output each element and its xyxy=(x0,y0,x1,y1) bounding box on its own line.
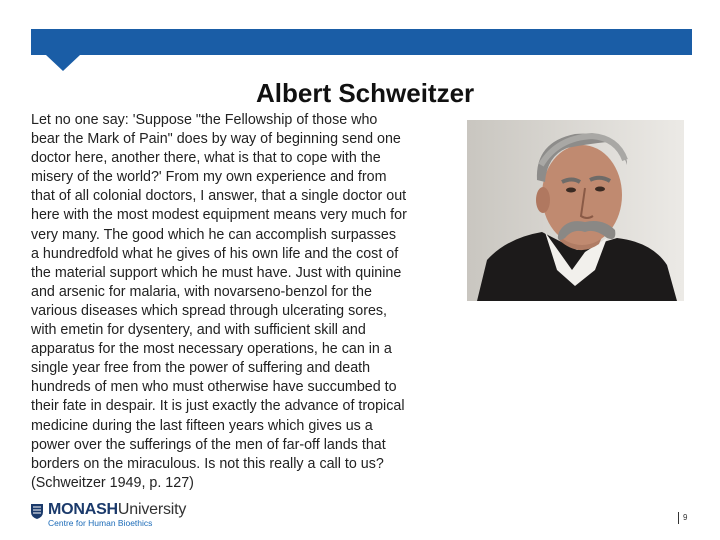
logo-name-light: University xyxy=(117,501,187,518)
logo-subtitle: Centre for Human Bioethics xyxy=(48,518,153,528)
quote-text: Let no one say: 'Suppose "the Fellowship of those who bear the Mark of Pain" does by way of beginning send one doctor here, another there, what is that to cope with the misery of the world?' From my own experience and from that of all colonial doctors, I answer, that a single doctor out here with the most modest equipment means very much for very many. The good which he can accomplish surpasses a hundredfold what he gives of his own life and the cost of the material support which he must have. Just with quinine and arsenic for malaria, with novarseno-benzol for the various diseases which spread through ulcerating sores, with emetin for dysentery, and with sufficient skill and apparatus for the most necessary operations, he can in a single year free from the power of suffering and death hundreds of men who must otherwise have succumbed to their fate in despair. It is just exactly the advance of tropical medicine during the last fifteen years which gives us a power over the sufferings of the men of far-off lands that borders on the miraculous. Is not this really a call to us? (Schweitzer 1949, p. 127) xyxy=(31,112,407,491)
logo-wordmark xyxy=(48,501,186,519)
portrait-photo xyxy=(467,120,684,301)
monash-logo xyxy=(28,500,198,530)
header-bar xyxy=(31,29,692,55)
monash-shield-icon xyxy=(30,503,44,520)
logo-name-bold: MONASH xyxy=(48,501,118,518)
page-number: 9 xyxy=(678,512,687,524)
header-bar-notch xyxy=(46,55,80,71)
slide-title: Albert Schweitzer xyxy=(256,78,475,108)
